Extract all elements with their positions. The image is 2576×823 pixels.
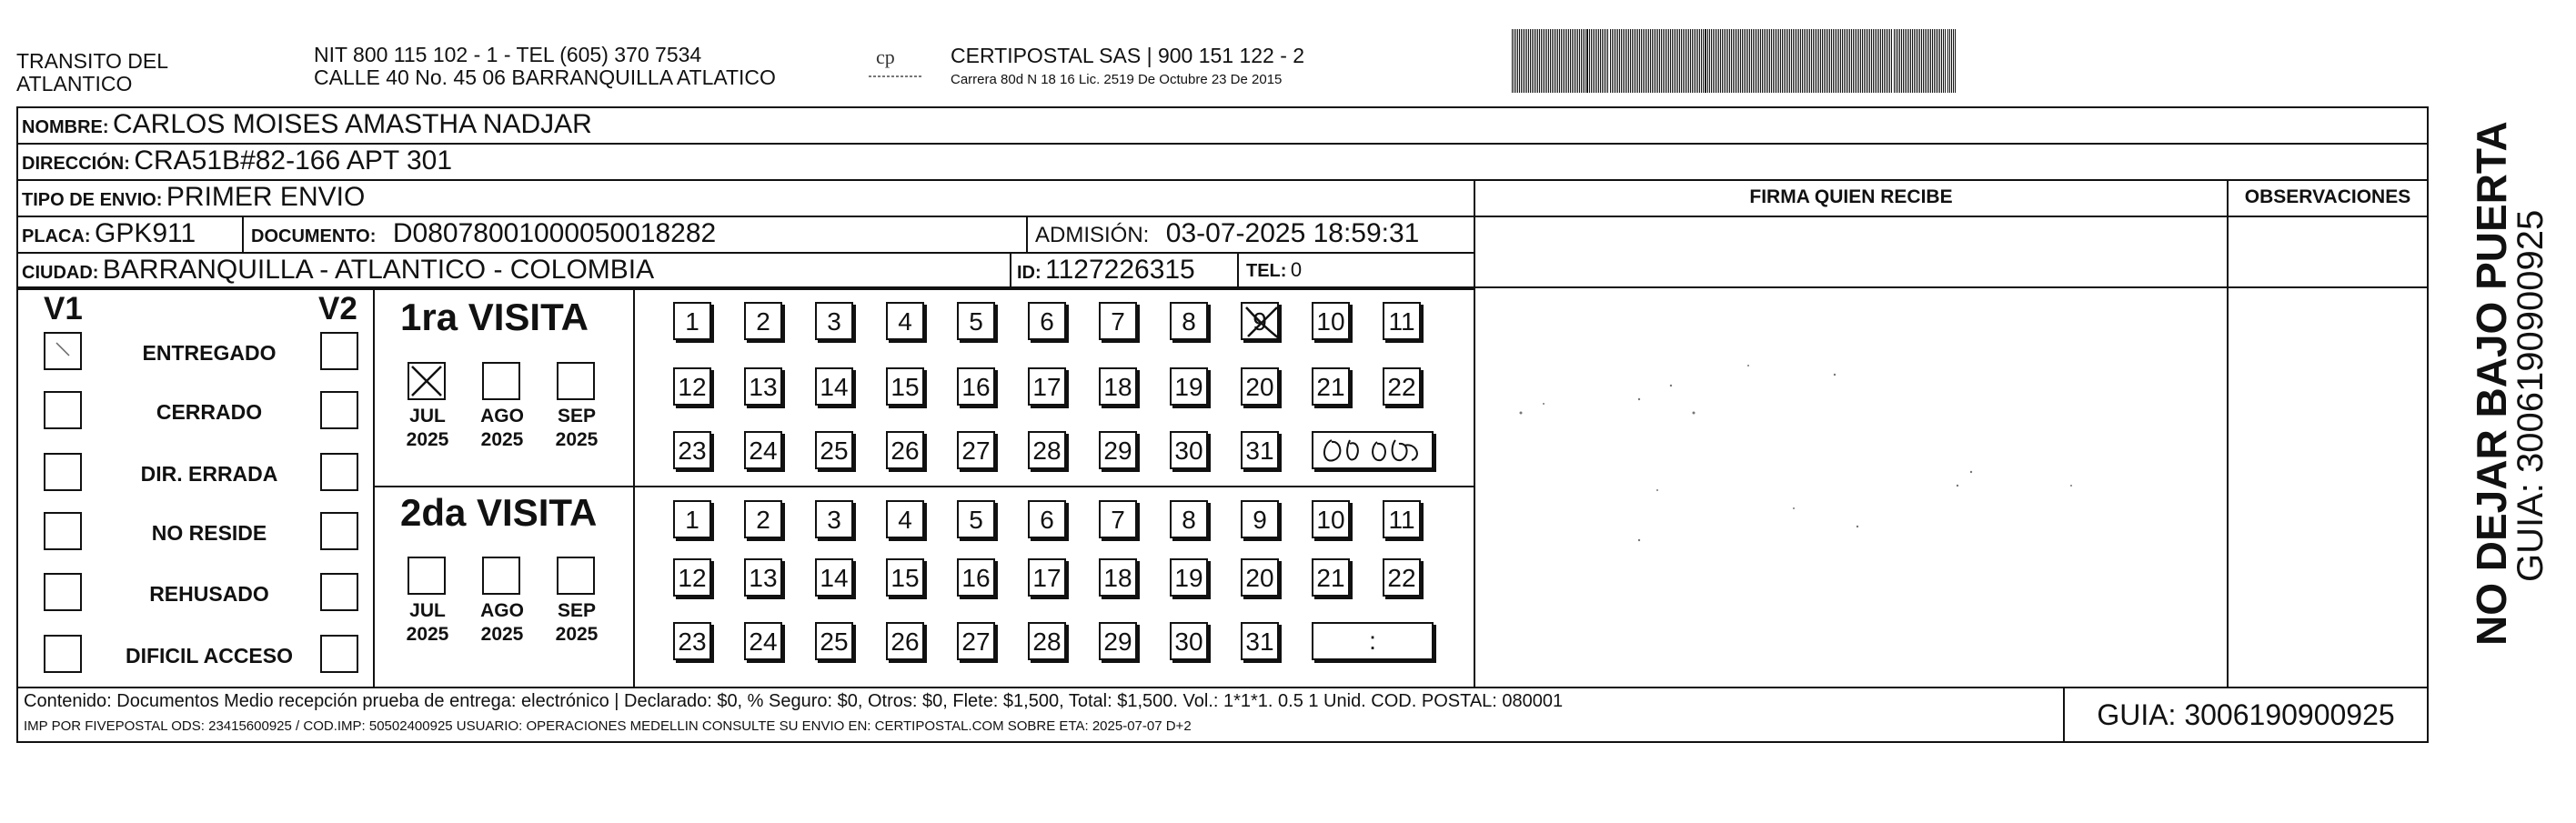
day-box[interactable]: 25 (815, 431, 853, 469)
v2-checkbox[interactable] (320, 332, 358, 370)
month-label: AGO (480, 600, 524, 621)
month-label: SEP (557, 600, 597, 621)
ciudad-label: CIUDAD: (22, 263, 99, 283)
day-box[interactable]: 12 (673, 367, 711, 406)
day-box[interactable]: 13 (744, 558, 782, 597)
tipo-row (22, 179, 365, 220)
x-mark-icon (1243, 304, 1283, 345)
month-label: AGO (480, 406, 524, 427)
carrier-info (951, 44, 1304, 87)
handwritten-time-icon (1313, 433, 1432, 467)
issuer-name (16, 50, 168, 95)
day-box[interactable]: 20 (1241, 558, 1279, 597)
v2-label: V2 (318, 291, 357, 326)
year-label: 2025 (406, 624, 449, 645)
day-box[interactable]: 7 (1099, 302, 1137, 340)
tel-cell (1246, 252, 1302, 291)
v1-checkbox[interactable] (44, 453, 82, 491)
day-box[interactable]: 28 (1028, 622, 1066, 660)
issuer-contact (314, 44, 776, 89)
v2-checkbox[interactable] (320, 573, 358, 611)
status-label: DIFICIL ACCESO (125, 644, 293, 667)
day-box[interactable]: 6 (1028, 500, 1066, 538)
day-box[interactable]: 23 (673, 431, 711, 469)
tipo-label: TIPO DE ENVIO: (22, 190, 163, 210)
documento-cell (251, 216, 716, 256)
day-box[interactable]: 15 (886, 558, 924, 597)
status-label: DIR. ERRADA (140, 462, 278, 486)
day-box[interactable]: 24 (744, 622, 782, 660)
v2-checkbox[interactable] (320, 453, 358, 491)
day-box[interactable]: 21 (1312, 558, 1350, 597)
day-box[interactable]: 26 (886, 431, 924, 469)
day-box[interactable]: 30 (1170, 431, 1208, 469)
month-label: JUL (409, 406, 446, 427)
day-box[interactable]: 30 (1170, 622, 1208, 660)
day-box[interactable]: 6 (1028, 302, 1066, 340)
carrier-line: CERTIPOSTAL SAS | 900 151 122 - 2 (951, 44, 1305, 67)
month-checkbox-jul[interactable] (408, 362, 446, 400)
day-box[interactable]: 16 (957, 558, 995, 597)
placa-label: PLACA: (22, 226, 91, 246)
day-box[interactable]: 27 (957, 622, 995, 660)
day-box[interactable]: 29 (1099, 431, 1137, 469)
placa-value: GPK911 (95, 218, 196, 248)
month-label: SEP (557, 406, 597, 427)
month-checkbox-ago[interactable] (482, 557, 520, 595)
day-box[interactable]: 5 (957, 302, 995, 340)
day-box[interactable]: 7 (1099, 500, 1137, 538)
day-box[interactable]: 10 (1312, 302, 1350, 340)
direccion-value: CRA51B#82-166 APT 301 (134, 146, 453, 176)
day-box[interactable]: 21 (1312, 367, 1350, 406)
day-box[interactable]: 2 (744, 500, 782, 538)
day-box[interactable]: 12 (673, 558, 711, 597)
day-box[interactable]: 25 (815, 622, 853, 660)
time-field[interactable] (1312, 431, 1434, 469)
day-box[interactable]: 9 (1241, 302, 1279, 340)
day-box[interactable]: 11 (1383, 500, 1421, 538)
svg-text:cp: cp (876, 45, 895, 68)
day-box[interactable]: 10 (1312, 500, 1350, 538)
day-box[interactable]: 3 (815, 302, 853, 340)
ciudad-value: BARRANQUILLA - ATLANTICO - COLOMBIA (102, 255, 655, 285)
day-box[interactable]: 20 (1241, 367, 1279, 406)
day-box[interactable]: 23 (673, 622, 711, 660)
day-box[interactable]: 1 (673, 302, 711, 340)
footer-guia: GUIA: 3006190900925 (2097, 698, 2395, 731)
day-box[interactable]: 4 (886, 302, 924, 340)
v1-checkbox[interactable] (44, 391, 82, 429)
day-box[interactable]: 31 (1241, 622, 1279, 660)
day-box[interactable]: 14 (815, 558, 853, 597)
day-box[interactable]: 22 (1383, 367, 1421, 406)
first-visit-label: 1ra VISITA (400, 296, 589, 338)
v2-checkbox[interactable] (320, 512, 358, 550)
id-label: ID: (1017, 263, 1041, 283)
day-box[interactable]: 9 (1241, 500, 1279, 538)
day-box[interactable]: 14 (815, 367, 853, 406)
day-box[interactable]: 24 (744, 431, 782, 469)
v1-checkbox[interactable] (44, 573, 82, 611)
tipo-value: PRIMER ENVIO (166, 182, 366, 212)
direccion-row (22, 143, 452, 184)
day-box[interactable]: 16 (957, 367, 995, 406)
day-box[interactable]: 29 (1099, 622, 1137, 660)
day-box[interactable]: 8 (1170, 302, 1208, 340)
address-line: CALLE 40 No. 45 06 BARRANQUILLA ATLATICO (314, 65, 776, 89)
observaciones-label: OBSERVACIONES (2244, 186, 2411, 207)
day-box[interactable]: 13 (744, 367, 782, 406)
admision-cell (1035, 216, 1419, 256)
barcode-icon (1510, 29, 1965, 97)
status-label: ENTREGADO (142, 341, 277, 365)
admision-label: ADMISIÓN: (1035, 223, 1150, 247)
day-box[interactable]: 26 (886, 622, 924, 660)
imp-text: IMP POR FIVEPOSTAL ODS: 23415600925 / COD.IMP: 50502400925 USUARIO: OPERACIONES MEDELLIN CONSULTE SU ENVIO EN: CERTIPOSTAL.COM SOBRE ETA: 2025-07-07 D+2 (24, 718, 1192, 734)
day-box[interactable]: 4 (886, 500, 924, 538)
year-label: 2025 (555, 429, 599, 450)
year-label: 2025 (480, 429, 524, 450)
license-line: Carrera 80d N 18 16 Lic. 2519 De Octubre 23 De 2015 (951, 72, 1283, 87)
day-box[interactable]: 31 (1241, 431, 1279, 469)
ciudad-cell (22, 252, 654, 293)
v1-checkbox[interactable] (44, 332, 82, 370)
id-cell (1017, 252, 1195, 293)
contenido-text: Contenido: Documentos Medio recepción prueba de entrega: electrónico | Declarado: $0, % Seguro: $0, Otros: $0, Flete: $1,500, Total: $1,500. Vol.: 1*1*1. 0.5 1 Unid. COD. POSTAL: 080001 (24, 691, 1564, 711)
day-box[interactable]: 27 (957, 431, 995, 469)
day-box[interactable]: 17 (1028, 558, 1066, 597)
documento-label: DOCUMENTO: (251, 226, 377, 246)
status-label: CERRADO (156, 400, 263, 424)
day-box[interactable]: 19 (1170, 367, 1208, 406)
v1-checkbox[interactable] (44, 512, 82, 550)
issuer-line-2: ATLANTICO (16, 72, 133, 95)
second-visit-label: 2da VISITA (400, 491, 598, 534)
direccion-label: DIRECCIÓN: (22, 154, 130, 174)
placa-cell (22, 216, 196, 256)
day-box[interactable]: 22 (1383, 558, 1421, 597)
status-label: NO RESIDE (151, 521, 267, 545)
day-box[interactable]: 15 (886, 367, 924, 406)
v2-checkbox[interactable] (320, 391, 358, 429)
day-box[interactable]: 1 (673, 500, 711, 538)
nombre-value: CARLOS MOISES AMASTHA NADJAR (113, 109, 592, 139)
nombre-label: NOMBRE: (22, 117, 109, 137)
signature-area[interactable] (1475, 217, 2227, 687)
month-label: JUL (409, 600, 446, 621)
day-box[interactable]: 18 (1099, 558, 1137, 597)
month-checkbox-jul[interactable] (408, 557, 446, 595)
v1-checkbox[interactable] (44, 635, 82, 673)
time-field[interactable]: : (1312, 622, 1434, 660)
month-checkbox-sep[interactable] (557, 362, 595, 400)
month-checkbox-sep[interactable] (557, 557, 595, 595)
certipostal-logo-icon (869, 44, 923, 88)
year-label: 2025 (480, 624, 524, 645)
year-label: 2025 (555, 624, 599, 645)
side-guia: GUIA: 3006190900925 (2511, 209, 2551, 582)
v1-label: V1 (44, 291, 83, 326)
day-box[interactable]: 19 (1170, 558, 1208, 597)
year-label: 2025 (406, 429, 449, 450)
x-mark-icon (409, 364, 444, 398)
admision-value: 03-07-2025 18:59:31 (1165, 218, 1420, 248)
documento-value: D08078001000050018282 (392, 218, 717, 248)
tel-value: 0 (1290, 258, 1303, 281)
day-box[interactable]: 2 (744, 302, 782, 340)
no-dejar-warning: NO DEJAR BAJO PUERTA (2468, 121, 2515, 646)
day-box[interactable]: 18 (1099, 367, 1137, 406)
day-box[interactable]: 17 (1028, 367, 1066, 406)
day-box[interactable]: 3 (815, 500, 853, 538)
v2-checkbox[interactable] (320, 635, 358, 673)
firma-label: FIRMA QUIEN RECIBE (1749, 186, 1953, 207)
issuer-line-1: TRANSITO DEL (16, 49, 168, 73)
month-checkbox-ago[interactable] (482, 362, 520, 400)
day-box[interactable]: 11 (1383, 302, 1421, 340)
nit-line: NIT 800 115 102 - 1 - TEL (605) 370 7534 (314, 43, 702, 66)
id-value: 1127226315 (1045, 255, 1195, 285)
status-label: REHUSADO (149, 582, 269, 606)
tel-label: TEL: (1246, 261, 1287, 281)
day-box[interactable]: 28 (1028, 431, 1066, 469)
nombre-row (22, 106, 592, 147)
day-box[interactable]: 5 (957, 500, 995, 538)
day-box[interactable]: 8 (1170, 500, 1208, 538)
